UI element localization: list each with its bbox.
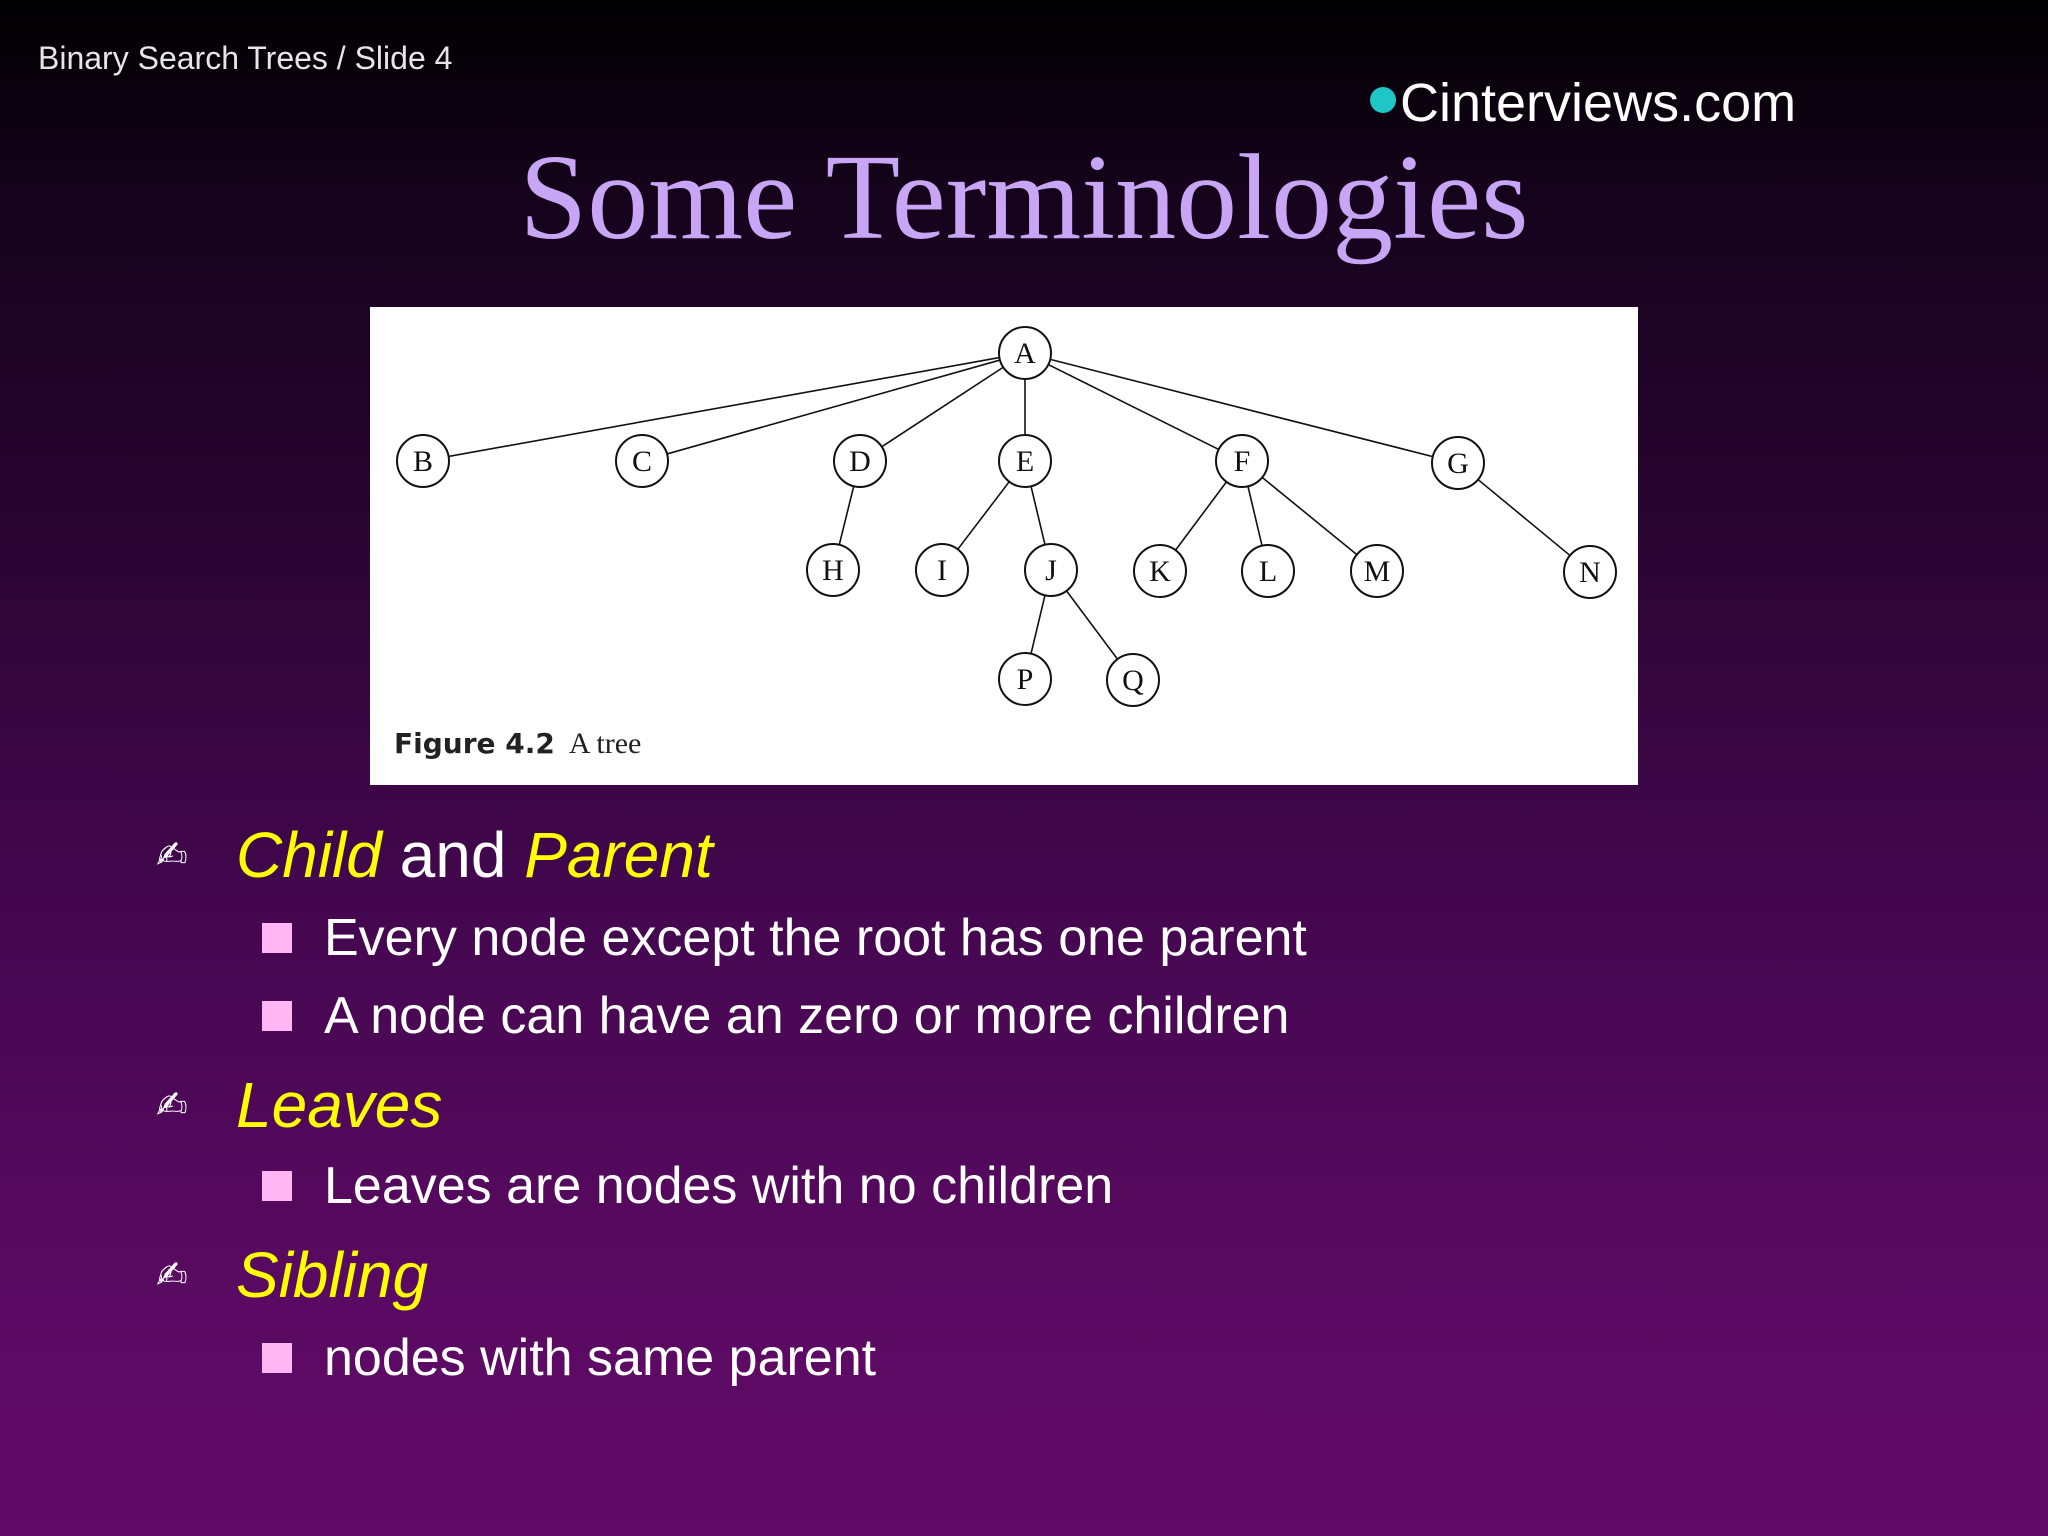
square-bullet-icon <box>262 1343 292 1373</box>
tree-node-M <box>1351 545 1403 597</box>
tree-node-L <box>1242 545 1294 597</box>
tree-node-J <box>1025 544 1077 596</box>
tree-edge-J-P <box>1031 595 1045 653</box>
brand-text: Cinterviews.com <box>1400 73 1797 133</box>
tree-node-K <box>1134 545 1186 597</box>
tree-node-label: J <box>1045 554 1057 587</box>
brand-watermark <box>1370 72 1796 134</box>
term-leaves: Leaves <box>236 1069 443 1141</box>
tree-node-label: A <box>1014 337 1036 370</box>
tree-node-B <box>397 435 449 487</box>
tree-node-N <box>1564 546 1616 598</box>
tree-node-label: I <box>937 554 947 587</box>
tree-node-F <box>1216 435 1268 487</box>
tree-node-label: Q <box>1122 664 1144 697</box>
tree-node-label: N <box>1579 556 1601 589</box>
tree-node-label: M <box>1363 555 1391 588</box>
tree-node-H <box>807 544 859 596</box>
tree-edge-F-L <box>1248 486 1262 545</box>
sub-bullet <box>262 1156 1113 1216</box>
slide-breadcrumb: Binary Search Trees / Slide 4 <box>38 40 453 76</box>
tree-node-A <box>999 327 1051 379</box>
tree-node-label: D <box>849 445 871 478</box>
sub-bullet-text: A node can have an zero or more children <box>324 987 1290 1045</box>
tree-node-P <box>999 653 1051 705</box>
figure-caption-text: A tree <box>568 727 642 760</box>
sub-bullet <box>262 986 1289 1046</box>
term-child: Child <box>236 819 382 891</box>
tree-node-D <box>834 435 886 487</box>
tree-node-label: C <box>631 445 653 478</box>
tree-edge-D-H <box>839 486 853 545</box>
sub-bullet-text: Every node except the root has one parent <box>324 909 1307 967</box>
tree-node-label: G <box>1447 447 1469 480</box>
sub-bullet-text: nodes with same parent <box>324 1329 877 1387</box>
tree-node-label: H <box>822 554 844 587</box>
tree-node-Q <box>1107 654 1159 706</box>
term-parent: Parent <box>524 819 713 891</box>
sub-bullet <box>262 1328 876 1388</box>
tree-node-label: P <box>1016 663 1034 696</box>
tree-node-label: K <box>1149 555 1171 588</box>
connector-and: and <box>381 819 525 891</box>
tree-figure <box>370 307 1638 785</box>
term-sibling: Sibling <box>236 1239 429 1311</box>
bullet-child-parent <box>156 818 713 892</box>
tree-node-label: E <box>1015 445 1035 478</box>
figure-caption-number: Figure 4.2 <box>394 727 555 760</box>
pointing-hand-icon: ✍ <box>156 1083 188 1127</box>
tree-node-E <box>999 435 1051 487</box>
tree-edge-A-C <box>667 360 1000 454</box>
tree-edge-F-M <box>1262 477 1357 554</box>
tree-node-label: F <box>1233 445 1251 478</box>
pointing-hand-icon: ✍ <box>156 1253 188 1297</box>
square-bullet-icon <box>262 1171 292 1201</box>
bullet-leaves <box>156 1068 442 1142</box>
tree-edge-E-I <box>958 482 1009 550</box>
square-bullet-icon <box>262 1001 292 1031</box>
tree-node-label: B <box>412 445 434 478</box>
tree-edge-A-F <box>1048 365 1218 450</box>
tree-node-C <box>616 435 668 487</box>
pointing-hand-icon: ✍ <box>156 833 188 877</box>
tree-node-I <box>916 544 968 596</box>
tree-edge-G-N <box>1478 480 1570 556</box>
sub-bullet-text: Leaves are nodes with no children <box>324 1157 1114 1215</box>
slide-title: Some Terminologies <box>519 130 1529 265</box>
figure-caption <box>394 727 641 761</box>
tree-edge-A-D <box>882 367 1003 447</box>
tree-edge-J-Q <box>1067 591 1118 659</box>
brand-dot-icon <box>1370 87 1396 113</box>
sub-bullet <box>262 908 1307 968</box>
tree-node-G <box>1432 437 1484 489</box>
tree-node-label: L <box>1258 555 1278 588</box>
tree-diagram <box>370 307 1638 717</box>
tree-edge-E-J <box>1031 486 1045 544</box>
bullet-sibling <box>156 1238 428 1312</box>
square-bullet-icon <box>262 923 292 953</box>
tree-edge-A-B <box>449 358 1000 457</box>
tree-edge-F-K <box>1176 482 1227 550</box>
